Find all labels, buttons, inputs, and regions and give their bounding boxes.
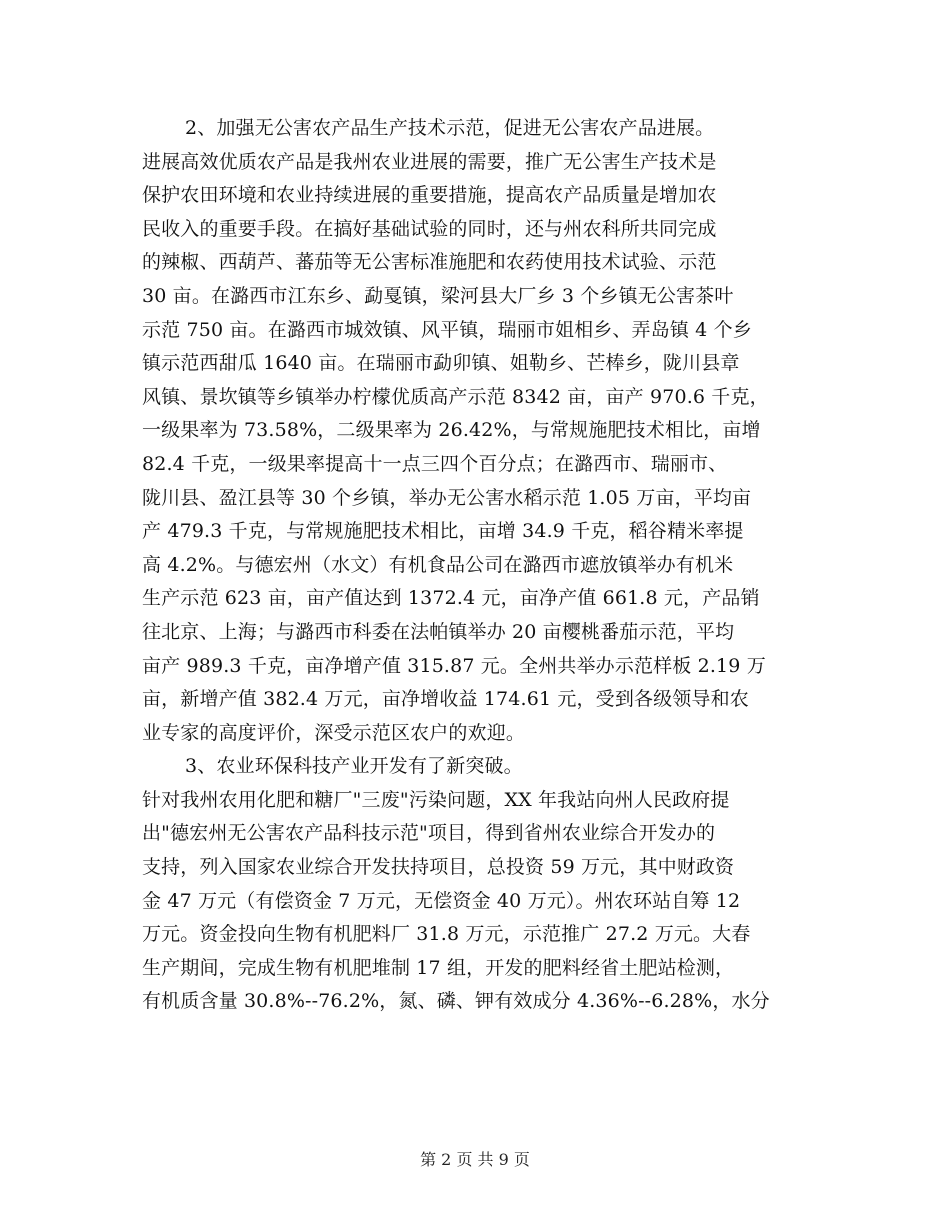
body-line: 亩，新增产值 382.4 万元，亩净增收益 174.61 元，受到各级领导和农: [142, 688, 749, 711]
body-line: 往北京、上海；与潞西市科委在法帕镇举办 20 亩樱桃番茄示范，平均: [142, 620, 735, 643]
body-line: 针对我州农用化肥和糖厂"三废"污染问题，XX 年我站向州人民政府提: [142, 788, 730, 811]
body-line: 万元。资金投向生物有机肥料厂 31.8 万元，示范推广 27.2 万元。大春: [142, 923, 751, 946]
document-body: [142, 112, 822, 1019]
body-line: 出"德宏州无公害农产品科技示范"项目，得到省州农业综合开发办的: [142, 822, 716, 845]
body-line: 产 479.3 千克，与常规施肥技术相比，亩增 34.9 千克，稻谷精米率提: [142, 520, 744, 543]
body-line: 30 亩。在潞西市江东乡、勐戛镇，梁河县大厂乡 3 个乡镇无公害茶叶: [142, 284, 734, 307]
body-line: 镇示范西甜瓜 1640 亩。在瑞丽市勐卯镇、姐勒乡、芒棒乡，陇川县章: [142, 352, 740, 375]
body-line: 保护农田环境和农业持续进展的重要措施，提高农产品质量是增加农: [142, 184, 717, 207]
body-line: 82.4 千克，一级果率提高十一点三四个百分点；在潞西市、瑞丽市、: [142, 452, 728, 475]
body-line: 民收入的重要手段。在搞好基础试验的同时，还与州农科所共同完成: [142, 217, 717, 240]
body-line: 生产示范 623 亩，亩产值达到 1372.4 元，亩净产值 661.8 元，产品销: [142, 587, 760, 610]
page-number-footer: 第 2 页 共 9 页: [420, 1150, 530, 1169]
body-line: 支持，列入国家农业综合开发扶持项目，总投资 59 万元，其中财政资: [142, 856, 735, 879]
body-line: 陇川县、盈江县等 30 个乡镇，举办无公害水稻示范 1.05 万亩，平均亩: [142, 486, 752, 509]
body-line: 一级果率为 73.58%，二级果率为 26.42%，与常规施肥技术相比，亩增: [142, 419, 761, 442]
body-line: 进展高效优质农产品是我州农业进展的需要，推广无公害生产技术是: [142, 150, 717, 173]
body-line: 高 4.2%。与德宏州（水文）有机食品公司在潞西市遮放镇举办有机米: [142, 553, 734, 576]
body-line: 示范 750 亩。在潞西市城效镇、风平镇，瑞丽市姐相乡、弄岛镇 4 个乡: [142, 318, 752, 341]
body-line: 的辣椒、西葫芦、蕃茄等无公害标准施肥和农药使用技术试验、示范: [142, 251, 717, 274]
section-heading-2: 2、加强无公害农产品生产技术示范，促进无公害农产品进展。: [185, 117, 715, 139]
body-line: 亩产 989.3 千克，亩净增产值 315.87 元。全州共举办示范样板 2.19 万: [142, 654, 766, 677]
body-line: 有机质含量 30.8%--76.2%，氮、磷、钾有效成分 4.36%--6.28%，水分: [142, 990, 770, 1013]
section-heading-3: 3、农业环保科技产业开发有了新突破。: [185, 755, 523, 778]
body-line: 生产期间，完成生物有机肥堆制 17 组，开发的肥料经省土肥站检测，: [142, 956, 735, 979]
body-line: 金 47 万元（有偿资金 7 万元，无偿资金 40 万元）。州农环站自筹 12: [142, 889, 741, 912]
body-line: 业专家的高度评价，深受示范区农户的欢迎。: [142, 721, 526, 744]
body-line: 风镇、景坎镇等乡镇举办柠檬优质高产示范 8342 亩，亩产 970.6 千克，: [142, 385, 769, 408]
